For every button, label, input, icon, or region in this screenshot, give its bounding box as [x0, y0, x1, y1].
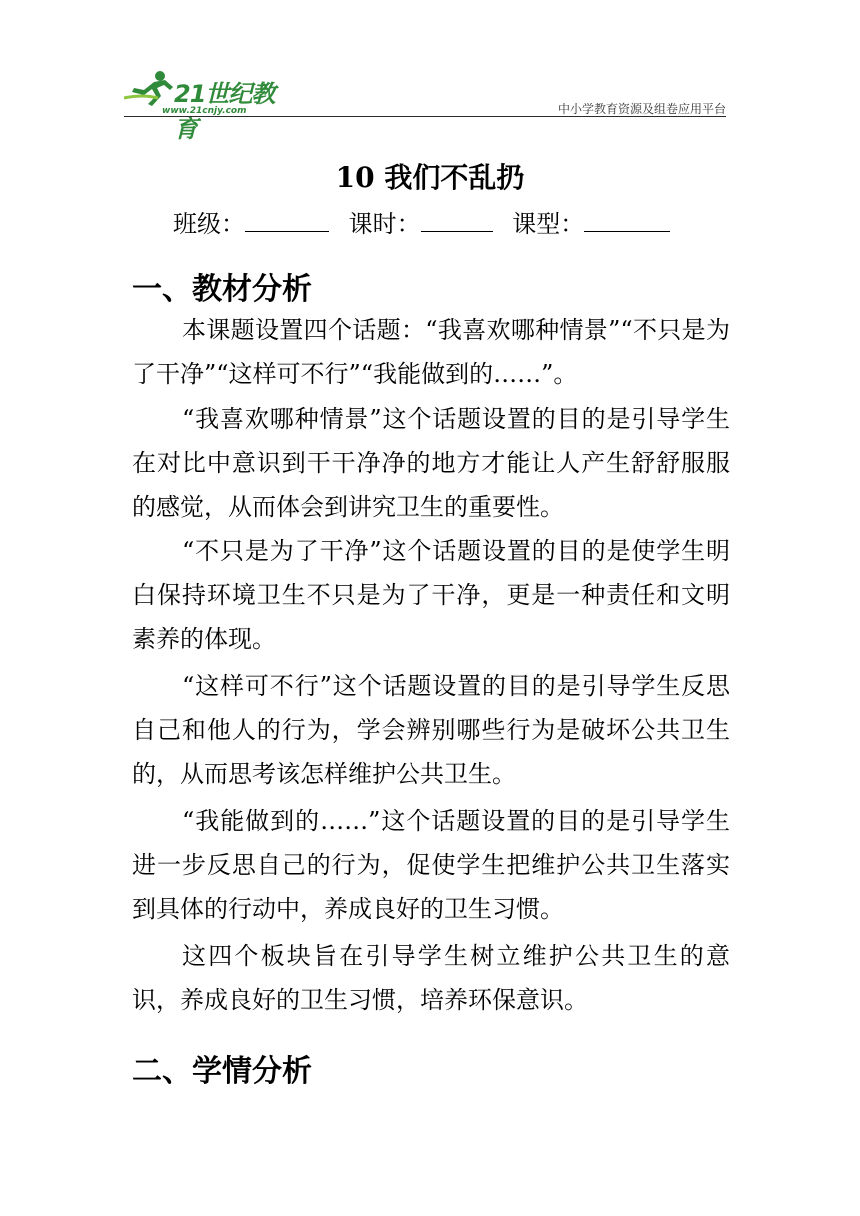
runner-icon [124, 68, 178, 108]
period-blank [421, 209, 493, 232]
paragraph: “我喜欢哪种情景”这个话题设置的目的是引导学生在对比中意识到干干净净的地方才能让人产生舒舒服服的感觉，从而体会到讲究卫生的重要性。 [132, 405, 730, 521]
section-heading-student-analysis: 二、学情分析 [132, 1054, 312, 1089]
section-heading-textbook-analysis: 一、教材分析 [132, 272, 312, 307]
header-divider [124, 116, 726, 117]
paragraph: “这样可不行”这个话题设置的目的是引导学生反思自己和他人的行为，学会辨别哪些行为是破坏公共卫生的，从而思考该怎样维护公共卫生。 [132, 672, 730, 788]
type-label: 课型： [512, 210, 585, 238]
logo [124, 68, 294, 143]
page-header [124, 64, 726, 143]
paragraph: “不只是为了干净”这个话题设置的目的是使学生明白保持环境卫生不只是为了干净，更是一种责任和文明素养的体现。 [132, 537, 730, 653]
type-blank [584, 209, 670, 232]
class-label: 班级： [173, 210, 245, 238]
period-label: 课时： [348, 210, 421, 238]
platform-name: 中小学教育资源及组卷应用平台 [557, 102, 726, 116]
logo-text: 21世纪教育 [174, 80, 275, 143]
paragraph: “我能做到的……”这个话题设置的目的是引导学生进一步反思自己的行为，促使学生把维护公共卫生落实到具体的行动中，养成良好的卫生习惯。 [132, 807, 730, 923]
class-blank [245, 209, 329, 232]
logo-url: www.21cnjy.com [162, 106, 247, 116]
paragraph: 本课题设置四个话题：“我喜欢哪种情景”“不只是为了干净”“这样可不行”“我能做到的……”。 [132, 316, 730, 388]
paragraph: 这四个板块旨在引导学生树立维护公共卫生的意识，养成良好的卫生习惯，培养环保意识。 [132, 942, 730, 1014]
meta-row [173, 204, 682, 239]
document-title: 10 我们不乱扔 [335, 161, 525, 194]
